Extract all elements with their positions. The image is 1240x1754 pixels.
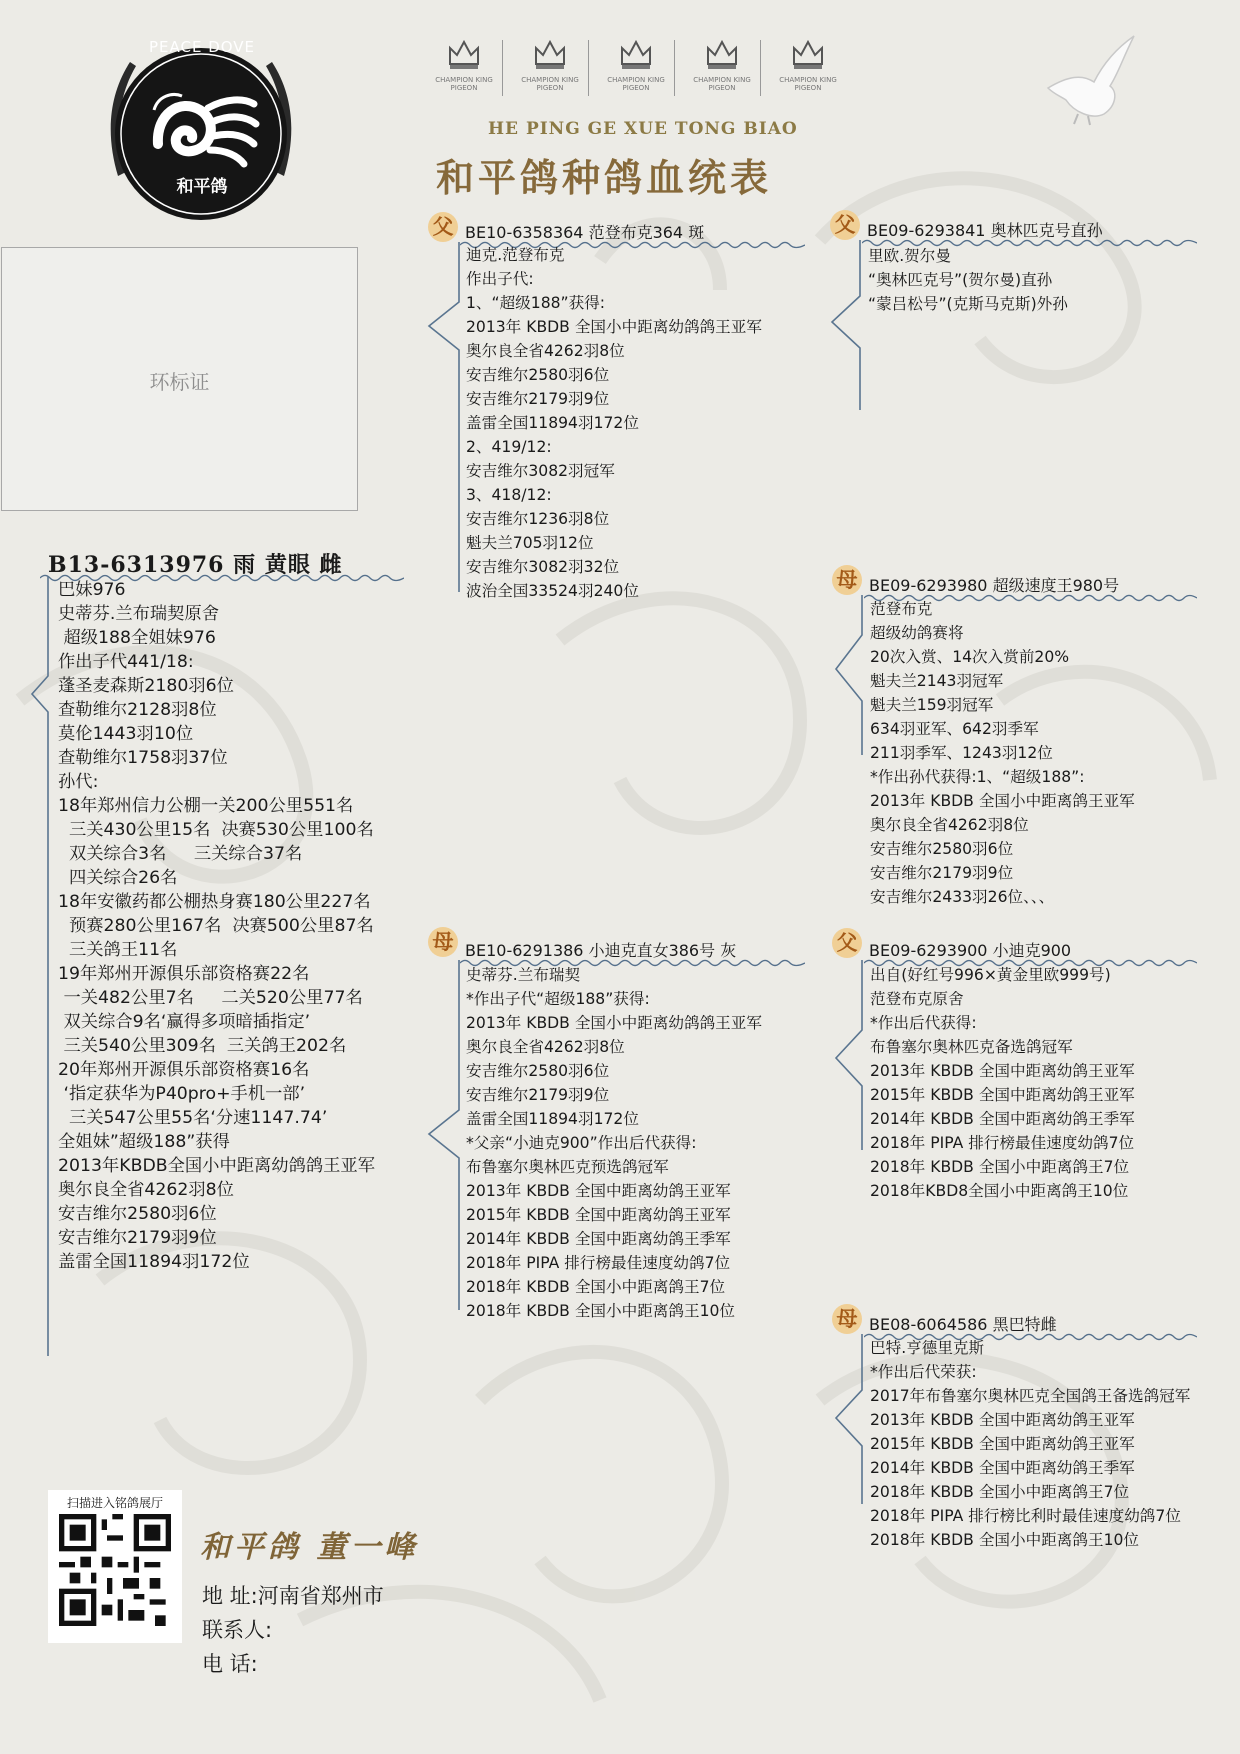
detail-line: 2014年 KBDB 全国中距离幼鸽王季军 xyxy=(466,1230,731,1248)
subject-details xyxy=(58,578,375,1274)
detail-line: 1、“超级188”获得: xyxy=(466,294,606,312)
crown-icon: CHAMPION KING PIGEON xyxy=(428,34,500,98)
dam-dam-details xyxy=(870,1336,1190,1552)
dam-dam-badge: 母 xyxy=(832,1304,862,1334)
detail-line: 史蒂芬.兰布瑞契 xyxy=(466,966,581,984)
detail-line: 2018年 KBDB 全国小中距离鸽王7位 xyxy=(870,1158,1130,1176)
detail-line: 波治全国33524羽240位 xyxy=(466,582,639,600)
detail-line: *父亲“小迪克900”作出后代获得: xyxy=(466,1134,697,1152)
detail-line: 迪克.范登布克 xyxy=(466,246,565,264)
detail-line: 2018年 PIPA 排行榜最佳速度幼鸽7位 xyxy=(466,1254,731,1272)
detail-line: 三关540公里309名 三关鸽王202名 xyxy=(58,1036,347,1056)
detail-line: 预赛280公里167名 决赛500公里87名 xyxy=(58,916,374,936)
detail-line: 安吉维尔3082羽32位 xyxy=(466,558,620,576)
dam-sire-badge: 父 xyxy=(832,928,862,958)
detail-line: 作出子代: xyxy=(466,270,534,288)
sire-sire-details xyxy=(868,244,1068,316)
detail-line: “蒙吕松号”(克斯马克斯)外孙 xyxy=(868,295,1068,313)
detail-line: 盖雷全国11894羽172位 xyxy=(466,1110,639,1128)
detail-line: 2018年 PIPA 排行榜比利时最佳速度幼鸽7位 xyxy=(870,1507,1181,1525)
detail-line: 安吉维尔1236羽8位 xyxy=(466,510,610,528)
crown-icon: CHAMPION KING PIGEON xyxy=(772,34,844,98)
detail-line: 634羽亚军、642羽季军 xyxy=(870,720,1039,738)
crown-icon: CHAMPION KING PIGEON xyxy=(600,34,672,98)
detail-line: 奥尔良全省4262羽8位 xyxy=(58,1180,234,1200)
detail-line: 20年郑州开源俱乐部资格赛16名 xyxy=(58,1060,310,1080)
detail-line: 一关482公里7名 二关520公里77名 xyxy=(58,988,363,1008)
detail-line: 211羽季军、1243羽12位 xyxy=(870,744,1053,762)
sire-dam-bracket xyxy=(830,595,868,915)
dam-dam-bracket xyxy=(830,1334,868,1504)
detail-line: 奥尔良全省4262羽8位 xyxy=(466,342,625,360)
logo-bottom-text: 和平鸽 xyxy=(176,177,228,197)
detail-line: 三关547公里55名‘分速1147.74’ xyxy=(58,1108,328,1128)
detail-line: 安吉维尔2179羽9位 xyxy=(58,1228,217,1248)
sire-id: BE10-6358364 范登布克364 斑 xyxy=(465,223,705,242)
qr-label: 扫描进入铭鸽展厅 xyxy=(66,1496,163,1510)
crown-icon: CHAMPION KING PIGEON xyxy=(686,34,758,98)
detail-line: 2018年 KBDB 全国小中距离鸽王7位 xyxy=(466,1278,726,1296)
detail-line: 范登布克原舍 xyxy=(870,990,964,1008)
contact-person: 联系人: xyxy=(202,1618,273,1642)
detail-line: 2018年 PIPA 排行榜最佳速度幼鸽7位 xyxy=(870,1134,1135,1152)
detail-line: 2015年 KBDB 全国中距离幼鸽王亚军 xyxy=(870,1086,1135,1104)
detail-line: 双关综合9名‘赢得多项暗插指定’ xyxy=(58,1012,311,1032)
detail-line: 安吉维尔2433羽26位、、、 xyxy=(870,888,1055,906)
detail-line: 2013年 KBDB 全国小中距离幼鸽鸽王亚军 xyxy=(466,318,762,336)
dam-details xyxy=(466,963,762,1323)
crown-icon: CHAMPION KING PIGEON xyxy=(514,34,586,98)
detail-line: ‘指定获华为P40pro+手机一部’ xyxy=(58,1084,306,1104)
detail-line: 2014年 KBDB 全国中距离幼鸽王季军 xyxy=(870,1110,1135,1128)
detail-line: 超级幼鸽赛将 xyxy=(870,624,964,642)
detail-line: 全姐妹”超级188”获得 xyxy=(58,1132,230,1152)
detail-line: 2018年 KBDB 全国小中距离鸽王10位 xyxy=(466,1302,736,1320)
detail-line: 19年郑州开源俱乐部资格赛22名 xyxy=(58,964,310,984)
detail-line: *作出孙代获得:1、“超级188”: xyxy=(870,768,1085,786)
champion-crowns xyxy=(428,34,848,98)
subject-bracket xyxy=(26,576,52,1356)
detail-line: 魁夫兰159羽冠军 xyxy=(870,696,994,714)
detail-line: 2018年KBD8全国小中距离鸽王10位 xyxy=(870,1182,1129,1200)
detail-line: 18年安徽药都公棚热身赛180公里227名 xyxy=(58,892,371,912)
detail-line: 安吉维尔3082羽冠军 xyxy=(466,462,615,480)
detail-line: 查勒维尔1758羽37位 xyxy=(58,748,228,768)
detail-line: 奥尔良全省4262羽8位 xyxy=(466,1038,625,1056)
sire-sire-id: BE09-6293841 奥林匹克号直孙 xyxy=(867,221,1103,240)
dam-sire-bracket xyxy=(830,960,868,1210)
sire-badge: 父 xyxy=(428,212,458,242)
detail-line: 巴特.亨德里克斯 xyxy=(870,1339,985,1357)
page-title: 和平鸽种鸽血统表 xyxy=(436,155,773,200)
detail-line: 孙代: xyxy=(58,772,99,792)
dam-sire-id: BE09-6293900 小迪克900 xyxy=(869,941,1072,960)
detail-line: 安吉维尔2179羽9位 xyxy=(466,390,610,408)
detail-line: 安吉维尔2179羽9位 xyxy=(870,864,1014,882)
detail-line: 2014年 KBDB 全国中距离幼鸽王季军 xyxy=(870,1459,1135,1477)
detail-line: 2017年布鲁塞尔奥林匹克全国鸽王备选鸽冠军 xyxy=(870,1387,1191,1405)
detail-line: 安吉维尔2580羽6位 xyxy=(58,1204,217,1224)
detail-line: 魁夫兰2143羽冠军 xyxy=(870,672,1004,690)
detail-line: 2、419/12: xyxy=(466,438,552,456)
detail-line: 2018年 KBDB 全国小中距离鸽王10位 xyxy=(870,1531,1140,1549)
ring-certificate-label: 环标证 xyxy=(149,370,210,394)
detail-line: 奥尔良全省4262羽8位 xyxy=(870,816,1029,834)
detail-line: 查勒维尔2128羽8位 xyxy=(58,700,217,720)
breeder-signature: 和平鸽 董一峰 xyxy=(200,1530,419,1565)
sire-details xyxy=(466,243,762,603)
detail-line: 双关综合3名 三关综合37名 xyxy=(58,844,303,864)
detail-line: 超级188全姐妹976 xyxy=(58,628,216,648)
detail-line: 2018年 KBDB 全国小中距离鸽王7位 xyxy=(870,1483,1130,1501)
peace-dove-logo xyxy=(96,26,306,236)
detail-line: 出自(好红号996×黄金里欧999号) xyxy=(870,966,1111,984)
dove-icon xyxy=(1038,26,1138,126)
sire-bracket xyxy=(425,242,463,592)
phone: 电 话: xyxy=(202,1652,258,1676)
detail-line: 布鲁塞尔奥林匹克预选鸽冠军 xyxy=(466,1158,669,1176)
dam-badge: 母 xyxy=(428,927,458,957)
qr-code-icon[interactable] xyxy=(59,1514,171,1626)
detail-line: 20次入赏、14次入赏前20% xyxy=(870,648,1070,666)
detail-line: 安吉维尔2179羽9位 xyxy=(466,1086,610,1104)
detail-line: 18年郑州信力公棚一关200公里551名 xyxy=(58,796,354,816)
detail-line: 2013年 KBDB 全国小中距离鸽王亚军 xyxy=(870,792,1135,810)
dam-id: BE10-6291386 小迪克直女386号 灰 xyxy=(465,941,737,960)
sire-dam-id: BE09-6293980 超级速度王980号 xyxy=(869,576,1120,595)
sire-dam-badge: 母 xyxy=(832,565,862,595)
detail-line: 布鲁塞尔奥林匹克备选鸽冠军 xyxy=(870,1038,1073,1056)
detail-line: *作出后代荣获: xyxy=(870,1363,977,1381)
detail-line: 盖雷全国11894羽172位 xyxy=(466,414,639,432)
subject-id: B13-6313976 雨 黄眼 雌 xyxy=(48,552,343,578)
detail-line: 三关430公里15名 决赛530公里100名 xyxy=(58,820,374,840)
sire-sire-bracket xyxy=(828,240,866,410)
detail-line: 魁夫兰705羽12位 xyxy=(466,534,594,552)
dam-bracket xyxy=(425,960,463,1310)
detail-line: 3、418/12: xyxy=(466,486,552,504)
address: 地 址:河南省郑州市 xyxy=(202,1584,384,1608)
dam-sire-details xyxy=(870,963,1135,1203)
detail-line: 2013年KBDB全国小中距离幼鸽鸽王亚军 xyxy=(58,1156,375,1176)
detail-line: 2013年 KBDB 全国小中距离幼鸽鸽王亚军 xyxy=(466,1014,762,1032)
detail-line: 巴妹976 xyxy=(58,580,126,600)
detail-line: 莫伦1443羽10位 xyxy=(58,724,194,744)
detail-line: 范登布克 xyxy=(870,600,933,618)
detail-line: 盖雷全国11894羽172位 xyxy=(58,1252,250,1272)
ring-certificate-box xyxy=(1,247,358,511)
logo-top-text: PEACE DOVE xyxy=(148,38,256,56)
title-pinyin: HE PING GE XUE TONG BIAO xyxy=(488,119,798,139)
detail-line: 2015年 KBDB 全国中距离幼鸽王亚军 xyxy=(466,1206,731,1224)
detail-line: 安吉维尔2580羽6位 xyxy=(466,1062,610,1080)
detail-line: 2015年 KBDB 全国中距离幼鸽王亚军 xyxy=(870,1435,1135,1453)
detail-line: 安吉维尔2580羽6位 xyxy=(466,366,610,384)
detail-line: *作出子代“超级188”获得: xyxy=(466,990,650,1008)
sire-dam-details xyxy=(870,597,1135,909)
detail-line: 四关综合26名 xyxy=(58,868,178,888)
detail-line: 2013年 KBDB 全国中距离幼鸽王亚军 xyxy=(466,1182,731,1200)
dam-dam-id: BE08-6064586 黑巴特雌 xyxy=(869,1315,1057,1334)
detail-line: *作出后代获得: xyxy=(870,1014,977,1032)
detail-line: 安吉维尔2580羽6位 xyxy=(870,840,1014,858)
detail-line: 2013年 KBDB 全国中距离幼鸽王亚军 xyxy=(870,1062,1135,1080)
sire-sire-badge: 父 xyxy=(830,210,860,240)
detail-line: 2013年 KBDB 全国中距离幼鸽王亚军 xyxy=(870,1411,1135,1429)
qr-card[interactable] xyxy=(48,1490,182,1643)
detail-line: 三关鸽王11名 xyxy=(58,940,178,960)
detail-line: 史蒂芬.兰布瑞契原舍 xyxy=(58,604,220,624)
detail-line: 蓬圣麦森斯2180羽6位 xyxy=(58,676,234,696)
detail-line: 里欧.贺尔曼 xyxy=(868,247,951,265)
detail-line: “奥林匹克号”(贺尔曼)直孙 xyxy=(868,271,1053,289)
detail-line: 作出子代441/18: xyxy=(58,652,194,672)
